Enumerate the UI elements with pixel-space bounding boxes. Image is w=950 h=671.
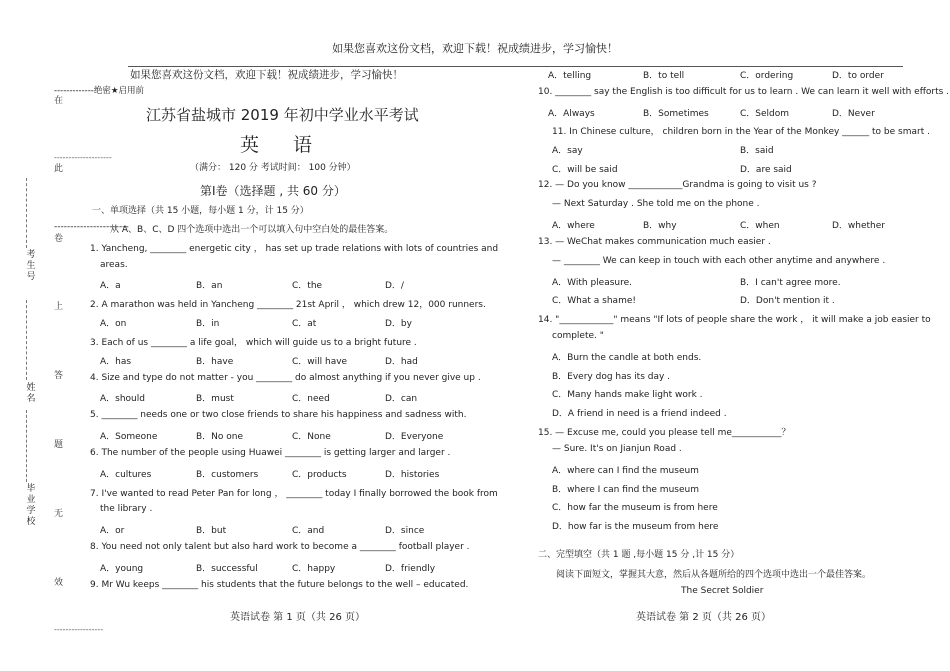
- section-instruction-prefix: -----------------------: [54, 222, 129, 232]
- option: B．Every dog has its day .: [552, 372, 671, 382]
- question-1-stem: 1. Yancheng, ________ energetic city ， has set up trade relations with lots of countries and: [90, 244, 499, 254]
- margin-word: 题: [54, 440, 64, 450]
- option: A．has: [100, 357, 132, 367]
- option: B．Sometimes: [643, 109, 709, 119]
- option: B．have: [196, 357, 234, 367]
- option: C．the: [292, 281, 323, 291]
- option: D．Don't mention it .: [740, 296, 835, 306]
- margin-word: 无: [54, 509, 64, 519]
- margin-dash: --------------------: [54, 153, 112, 162]
- margin-word: 效: [54, 578, 64, 588]
- sub-banner: 如果您喜欢这份文档，欢迎下载！祝成绩进步，学习愉快！: [130, 69, 403, 81]
- option: B．customers: [196, 470, 259, 480]
- option: B．to tell: [643, 71, 685, 81]
- option: B．must: [196, 394, 234, 404]
- option: B．I can't agree more.: [740, 278, 841, 288]
- option: A．where: [552, 221, 595, 231]
- option: C．products: [292, 470, 347, 480]
- option: A．cultures: [100, 470, 152, 480]
- option: A．Burn the candle at both ends.: [552, 353, 702, 363]
- option: C．at: [292, 319, 317, 329]
- top-banner: 如果您喜欢这份文档，欢迎下载！祝成绩进步，学习愉快！: [332, 42, 618, 55]
- option: A．on: [100, 319, 127, 329]
- option: D．had: [385, 357, 418, 367]
- story-title: The Secret Soldier: [681, 586, 764, 596]
- question-2-stem: 2. A marathon was held in Yancheng ________ 21st April ， which drew 12，000 runners.: [90, 300, 486, 310]
- option: A．Someone: [100, 432, 158, 442]
- section-instruction: 从 A、B、C、D 四个选项中选出一个可以填入句中空白处的最佳答案。: [110, 225, 394, 235]
- question-3-stem: 3. Each of us ________ a life goal， which will guide us to a bright future .: [90, 338, 417, 348]
- label-name: 姓名: [26, 383, 36, 404]
- label-school: 毕业学校: [26, 484, 36, 527]
- question-12-stem: 12. — Do you know ____________Grandma is going to visit us ?: [538, 180, 817, 190]
- option: C．ordering: [740, 71, 794, 81]
- option: D．since: [385, 526, 425, 536]
- option: D．how far is the museum from here: [552, 522, 719, 532]
- question-1-stem-cont: areas.: [100, 260, 128, 270]
- question-15-stem: 15. — Excuse me, could you please tell me___________？: [538, 428, 791, 438]
- option: C．What a shame!: [552, 296, 636, 306]
- question-7-stem: 7. I've wanted to read Peter Pan for long ， ________ today I finally borrowed the book from: [90, 489, 498, 499]
- question-7-stem-cont: the library .: [100, 504, 153, 514]
- margin-word: 答: [54, 371, 64, 381]
- binding-line: [26, 410, 35, 482]
- option: A．where can I find the museum: [552, 466, 699, 476]
- option: C．Many hands make light work .: [552, 390, 703, 400]
- label-student-number: 考生号: [26, 250, 36, 282]
- option: B．but: [196, 526, 227, 536]
- option: D．Never: [832, 109, 875, 119]
- margin-word: 此: [54, 164, 64, 174]
- part-title: 第Ⅰ卷（选择题 , 共 60 分）: [200, 184, 346, 198]
- option: D．whether: [832, 221, 886, 231]
- subject-title: 英 语: [240, 134, 327, 156]
- option: D．/: [385, 281, 404, 291]
- question-10-stem: 10. ________ say the English is too difficult for us to learn . We can learn it well with efforts .: [538, 87, 950, 97]
- option: B．why: [643, 221, 677, 231]
- binding-line: [26, 300, 35, 380]
- question-14-stem: 14. "____________" means "If lots of people share the work ， it will make a job easier to: [538, 315, 931, 325]
- option: C．Seldom: [740, 109, 790, 119]
- question-15-stem-cont: — Sure. It's on Jianjun Road .: [552, 444, 682, 454]
- option: D．are said: [740, 165, 792, 175]
- binding-line: [26, 178, 35, 248]
- option: A．telling: [548, 71, 592, 81]
- question-8-stem: 8. You need not only talent but also hard work to become a ________ football player .: [90, 542, 470, 552]
- section-2-heading: 二、完型填空（共 1 题 ,每小题 15 分 ,计 15 分）: [538, 550, 740, 560]
- question-14-stem-cont: complete. ": [552, 331, 604, 341]
- question-9-stem: 9. Mr Wu keeps ________ his students that the future belongs to the well – educated.: [90, 580, 469, 590]
- option: C．happy: [292, 564, 336, 574]
- option: B．No one: [196, 432, 244, 442]
- option: B．said: [740, 146, 774, 156]
- question-12-stem-cont: — Next Saturday . She told me on the phone .: [552, 199, 760, 209]
- question-13-stem-cont: — ________ We can keep in touch with each other anytime and anywhere .: [552, 256, 886, 266]
- exam-meta: （满分： 120 分 考试时间： 100 分钟）: [190, 163, 356, 173]
- option: B．successful: [196, 564, 258, 574]
- option: D．can: [385, 394, 418, 404]
- option: A．Always: [548, 109, 595, 119]
- option: A．With pleasure.: [552, 278, 633, 288]
- option: A．say: [552, 146, 583, 156]
- section-2-instruction: 阅读下面短文，掌握其大意，然后从各题所给的四个选项中选出一个最佳答案。: [556, 570, 872, 580]
- margin-word: 在: [54, 96, 64, 106]
- question-11-stem: 11. In Chinese culture， children born in the Year of the Monkey ______ to be smart .: [552, 127, 930, 137]
- option: C．and: [292, 526, 325, 536]
- option: A．or: [100, 526, 125, 536]
- section-heading: 一、单项选择（共 15 小题，每小题 1 分，计 15 分）: [92, 206, 309, 216]
- option: C．how far the museum is from here: [552, 503, 718, 513]
- option: D．friendly: [385, 564, 436, 574]
- footer-page-2: 英语试卷 第 2 页（共 26 页）: [636, 612, 771, 623]
- question-4-stem: 4. Size and type do not matter - you ________ do almost anything if you never give up .: [90, 373, 481, 383]
- option: B．an: [196, 281, 223, 291]
- option: B．in: [196, 319, 220, 329]
- option: C．need: [292, 394, 330, 404]
- margin-word: 上: [54, 302, 64, 312]
- option: C．will be said: [552, 165, 618, 175]
- option: A．should: [100, 394, 145, 404]
- option: D．histories: [385, 470, 440, 480]
- option: B．where I can find the museum: [552, 485, 699, 495]
- question-13-stem: 13. — WeChat makes communication much easier .: [538, 237, 771, 247]
- option: D．A friend in need is a friend indeed .: [552, 409, 727, 419]
- question-5-stem: 5. ________ needs one or two close friends to share his happiness and sadness with.: [90, 410, 467, 420]
- exam-title: 江苏省盐城市 2019 年初中学业水平考试: [146, 106, 419, 124]
- footer-page-1: 英语试卷 第 1 页（共 26 页）: [230, 612, 365, 623]
- option: A．a: [100, 281, 121, 291]
- option: A．young: [100, 564, 144, 574]
- option: D．Everyone: [385, 432, 444, 442]
- option: D．to order: [832, 71, 884, 81]
- secret-line: -------------绝密★启用前: [54, 86, 144, 96]
- margin-dash: -----------------: [54, 625, 104, 634]
- option: C．when: [740, 221, 780, 231]
- option: C．None: [292, 432, 331, 442]
- option: D．by: [385, 319, 412, 329]
- margin-word: 卷: [54, 234, 64, 244]
- question-6-stem: 6. The number of the people using Huawei ________ is getting larger and larger .: [90, 448, 451, 458]
- option: C．will have: [292, 357, 348, 367]
